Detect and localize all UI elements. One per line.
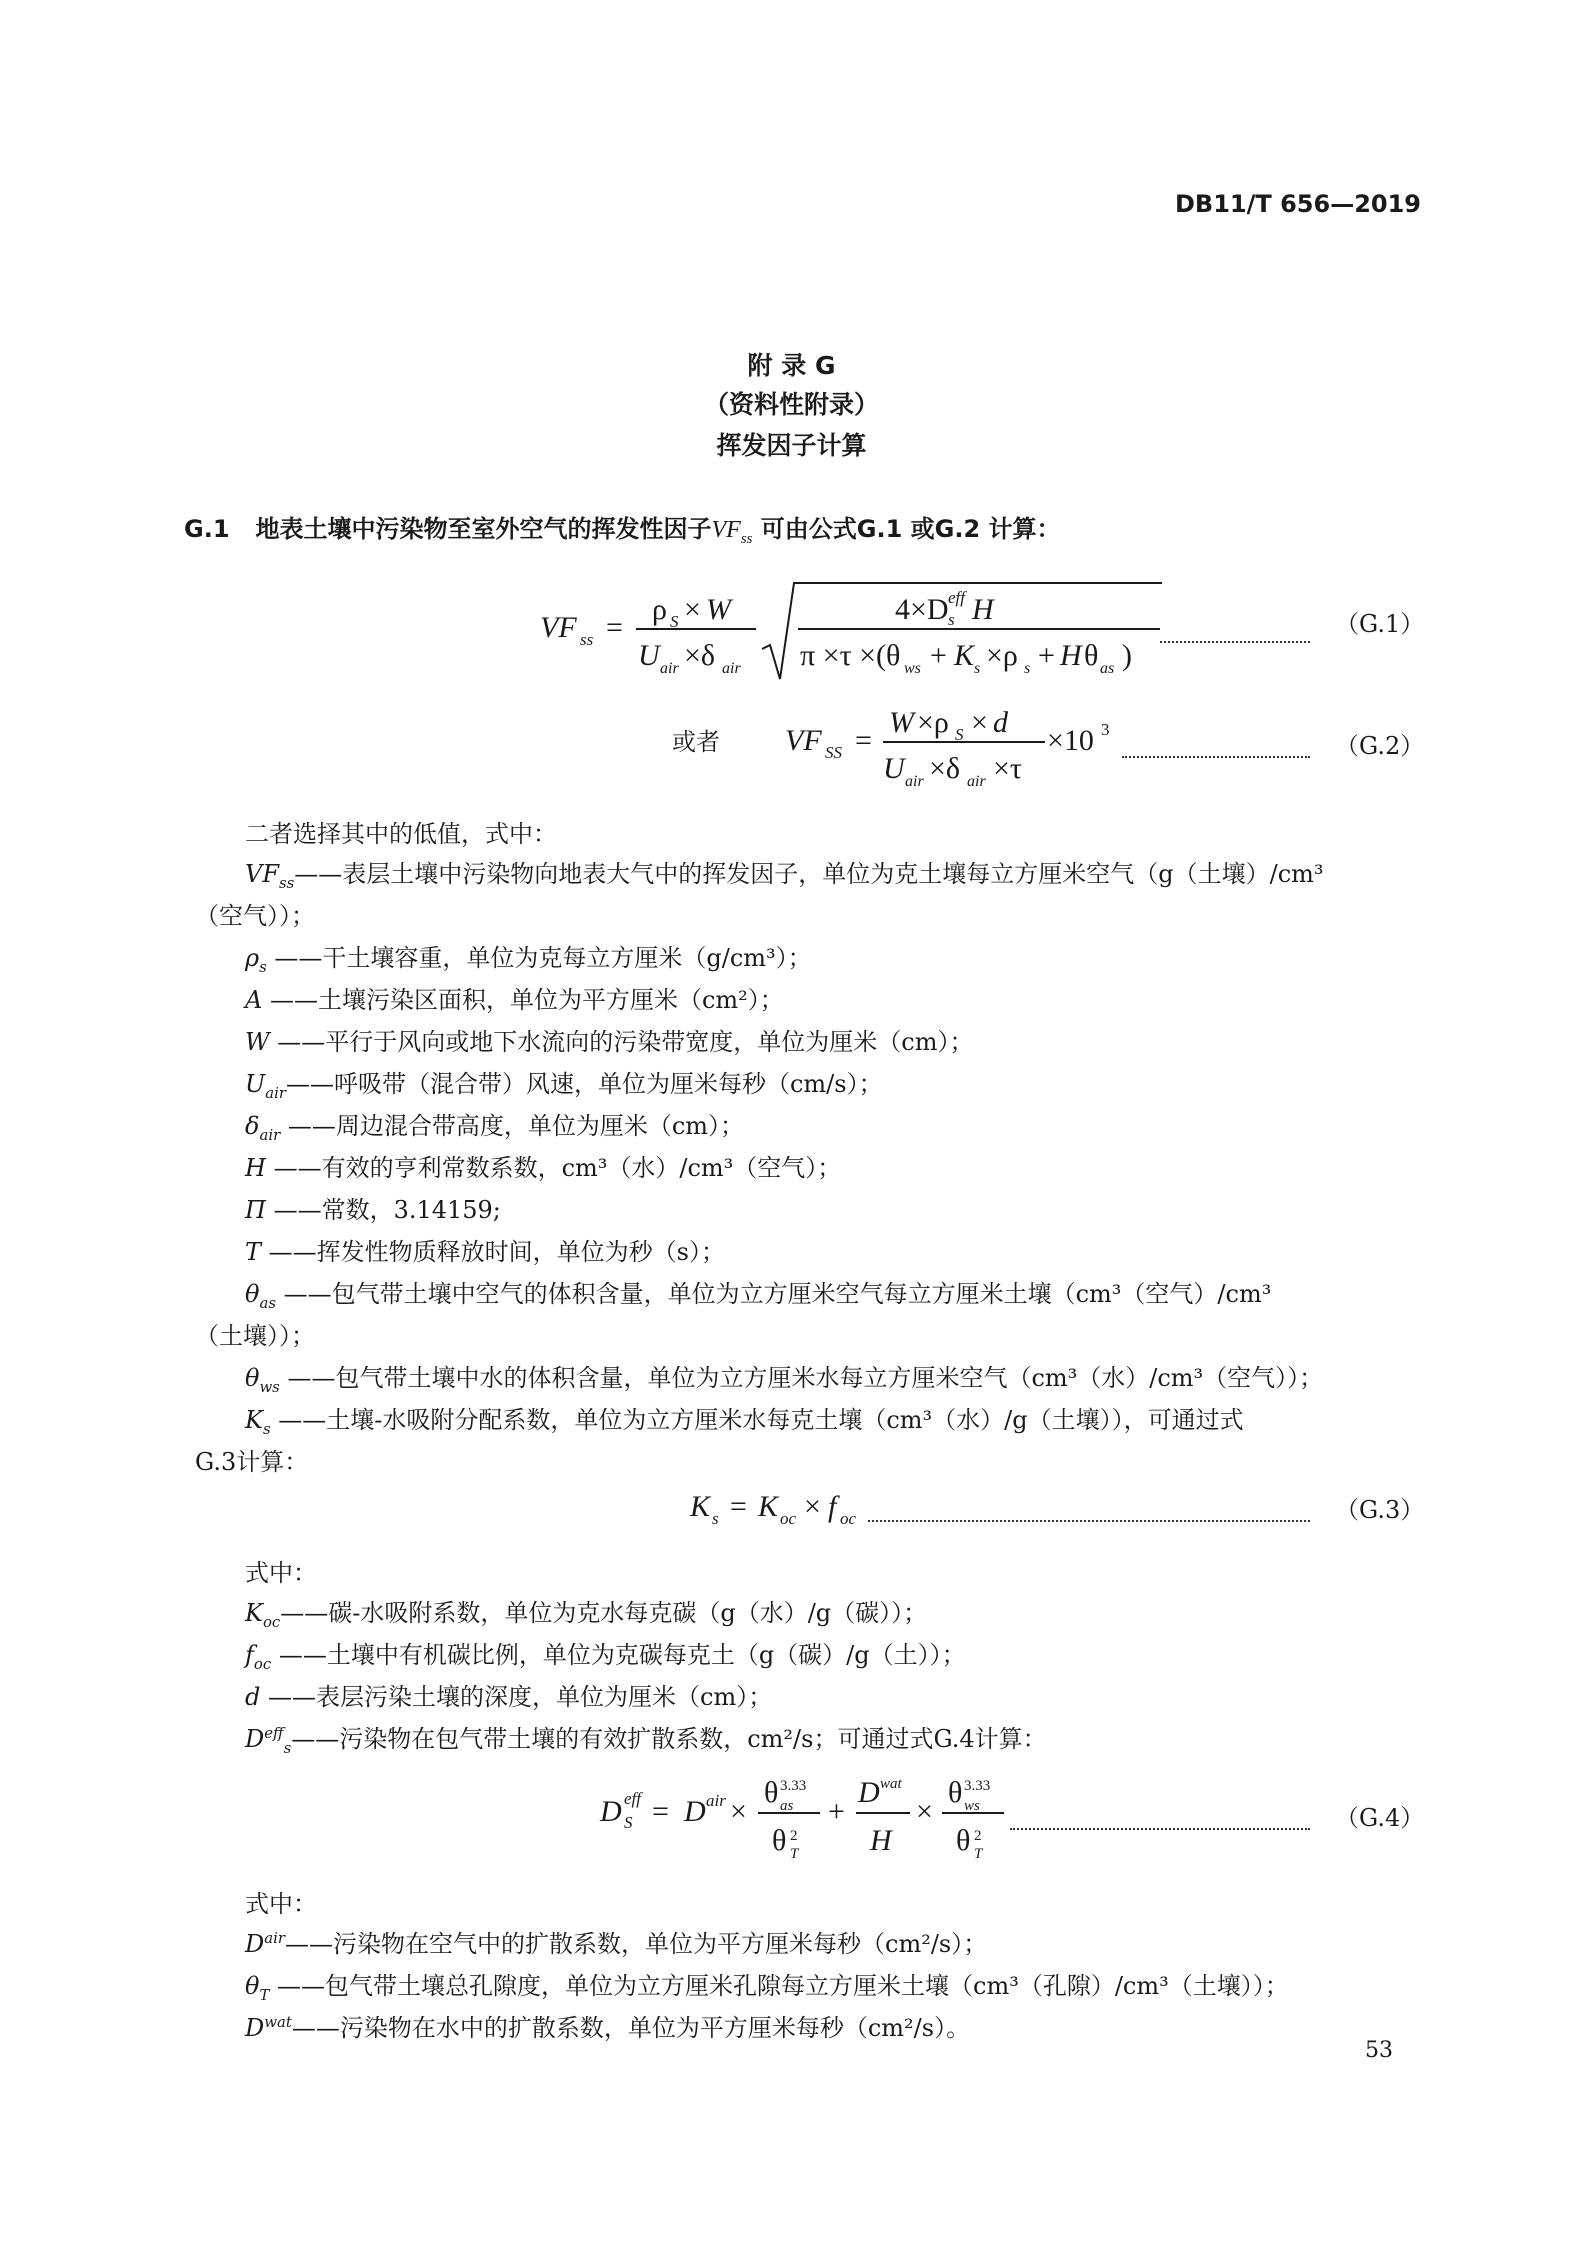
svg-text:D: D [858,1776,880,1809]
definition-item [245,854,1324,892]
definition-text: ——有效的亨利常数系数，cm³（水）/cm³（空气）； [265,1154,842,1182]
definition-symbol: d [245,1683,261,1711]
svg-text:+: + [930,639,947,672]
definition-text: ——干土壤容重，单位为克每立方厘米（g/cm³）； [266,944,812,972]
definition-item [245,1400,1244,1438]
definition-text: ——表层土壤中污染物向地表大气中的挥发因子，单位为克土壤每立方厘米空气（g（土壤）/cm³ [294,860,1324,888]
definition-item [245,1635,966,1673]
definition-symbol: $D^{eff}_s$ [245,1724,292,1757]
equation-g1-graphic [540,575,1180,685]
equation-g2-graphic [785,695,1125,790]
svg-text:wat: wat [880,1776,902,1792]
svg-text:VF: VF [785,724,822,757]
svg-text:oc: oc [780,1509,797,1528]
svg-text:D: D [600,1795,622,1828]
svg-text:θ: θ [1084,639,1099,672]
definition-item [245,1106,744,1144]
definition-text: （空气））； [195,902,315,930]
svg-text:×ρ: ×ρ [917,706,949,739]
svg-text:=: = [730,1490,747,1523]
definition-item [245,1719,1047,1757]
definition-text: ——污染物在包气带土壤的有效扩散系数，cm²/s；可通过式G.4计算： [291,1725,1047,1753]
svg-text:U: U [883,752,905,785]
definition-symbol: $\rho_s$ [245,944,267,976]
svg-text:s: s [1024,660,1031,677]
svg-text:×: × [684,593,701,626]
svg-text:θ: θ [764,1776,779,1809]
svg-text:W: W [889,706,914,739]
equation-g2 [785,695,1125,790]
svg-text:s: s [974,660,981,677]
svg-text:d: d [993,706,1008,739]
equation-g4-graphic [600,1766,1020,1866]
svg-text:×10: ×10 [1047,724,1094,757]
definition-text: ——污染物在空气中的扩散系数，单位为平方厘米每秒（cm²/s）； [285,1930,988,1958]
definition-text: ——常数，3.14159; [265,1196,501,1224]
svg-text:θ: θ [948,1776,963,1809]
definition-item [245,1022,974,1057]
definition-text: ——表层污染土壤的深度，单位为厘米（cm）； [260,1683,773,1711]
equation-g4-number: （G.4） [1335,1804,1425,1832]
svg-text:air: air [905,773,924,790]
definition-text: ——包气带土壤中水的体积含量，单位为立方厘米水每立方厘米空气（cm³（水）/cm³（空气））； [279,1364,1324,1392]
svg-text:K: K [954,639,975,672]
section-heading [184,509,1061,548]
svg-text:×: × [916,1795,933,1828]
svg-text:3.33: 3.33 [964,1778,991,1794]
appendix-subject: 挥发因子计算 [716,431,867,460]
svg-text:3: 3 [1101,720,1110,739]
svg-text:T: T [974,1846,983,1862]
svg-text:f: f [828,1490,837,1523]
definition-text: ——包气带土壤中空气的体积含量，单位为立方厘米空气每立方厘米土壤（cm³（空气）/cm³ [275,1280,1272,1308]
definition-text: ——挥发性物质释放时间，单位为秒（s）； [261,1238,725,1266]
svg-text:×ρ: ×ρ [986,639,1018,672]
svg-text:4×D: 4×D [895,593,949,626]
definition-symbol: A [245,986,263,1014]
definition-text: ——碳-水吸附系数，单位为克水每克碳（g（水）/g（碳））； [280,1599,928,1627]
svg-text:+: + [1038,639,1055,672]
definition-item [245,1924,987,1959]
equation-g3-number: （G.3） [1335,1496,1425,1524]
svg-text:s: s [712,1509,719,1528]
svg-text:=: = [855,724,872,757]
svg-text:=: = [606,611,623,644]
equation-g3 [690,1486,890,1526]
definition-symbol: $\theta_{as}$ [245,1280,276,1312]
page-number: 53 [1365,2038,1393,2063]
svg-text:VF: VF [540,611,577,644]
svg-text:oc: oc [840,1509,857,1528]
svg-text:ws: ws [904,660,921,677]
definition-symbol: $VF_{ss}$ [245,860,295,892]
section-number: G.1 [184,515,230,543]
equation-g1-leader [1160,641,1310,643]
definition-text: ——平行于风向或地下水流向的污染带宽度，单位为厘米（cm）； [269,1028,974,1056]
definition-text: ——呼吸带（混合带）风速，单位为厘米每秒（cm/s）； [285,1070,883,1098]
svg-text:as: as [780,1798,794,1814]
definition-symbol: $K_s$ [245,1406,271,1438]
section-symbol: $VF_{ss}$ [711,517,753,547]
definition-text: ——土壤-水吸附分配系数，单位为立方厘米水每克土壤（cm³（水）/g（土壤）），可通过式 [270,1406,1244,1434]
definition-text: ——土壤中有机碳比例，单位为克碳每克土（g（碳）/g（土））； [271,1641,966,1669]
svg-text:S: S [624,1813,633,1832]
svg-text:π ×τ ×(θ: π ×τ ×(θ [800,639,901,672]
where-label-2: 式中： [245,1559,317,1587]
svg-text:ss: ss [580,630,594,649]
section-text-after: 可由公式G.1 或G.2 计算： [752,515,1061,543]
svg-text:S: S [670,612,679,631]
equation-g2-prefix: 或者 [672,728,720,756]
definition-symbol: $U_{air}$ [245,1070,286,1102]
svg-text:T: T [790,1846,799,1862]
definition-item [245,980,784,1015]
svg-text:air: air [967,773,986,790]
svg-text:=: = [652,1795,669,1828]
svg-text:2: 2 [790,1828,798,1844]
equation-g4-leader [1010,1828,1310,1830]
equation-g3-leader [868,1520,1310,1522]
svg-text:ws: ws [964,1798,980,1814]
definition-text: ——土壤污染区面积，单位为平方厘米（cm²）； [262,986,784,1014]
definition-symbol: $K_{oc}$ [245,1599,281,1631]
svg-text:H: H [972,593,994,626]
definition-symbol: H [245,1154,266,1182]
svg-text:air: air [660,660,679,677]
svg-text:×: × [730,1795,747,1828]
svg-text:W: W [706,593,731,626]
svg-text:U: U [638,639,660,672]
svg-text:H: H [1060,639,1082,672]
choose-lower-text: 二者选择其中的低值，式中： [245,820,557,848]
svg-text:air: air [722,660,741,677]
svg-text:ρ: ρ [652,593,667,626]
definition-item [245,1232,725,1267]
svg-text:): ) [1122,639,1132,672]
definition-symbol: $\theta_{ws}$ [245,1364,280,1396]
svg-text:×δ: ×δ [929,752,961,785]
appendix-title: 附 录 G [747,351,836,380]
definition-item [245,2008,970,2043]
definition-item [245,1064,883,1102]
definition-item [245,1148,841,1183]
svg-text:H: H [870,1824,892,1857]
svg-text:air: air [706,1791,726,1810]
definition-item [245,1358,1323,1396]
definition-symbol: $D^{wat}$ [245,2013,292,2042]
definition-symbol: $\theta_T$ [245,1972,270,2004]
definition-item [245,1190,501,1225]
equation-g4 [600,1766,1020,1866]
definition-item [195,1442,308,1477]
svg-text:D: D [684,1795,706,1828]
svg-text:θ: θ [956,1824,971,1857]
svg-text:2: 2 [974,1828,982,1844]
svg-text:K: K [690,1490,711,1523]
section-text-before: 地表土壤中污染物至室外空气的挥发性因子 [255,515,712,543]
svg-text:×: × [971,706,988,739]
equation-g1 [540,575,1180,685]
definition-item [245,938,812,976]
definition-item [195,1316,315,1351]
where-label-3: 式中： [245,1890,317,1918]
definition-text: ——包气带土壤总孔隙度，单位为立方厘米孔隙每立方厘米土壤（cm³（孔隙）/cm³（土壤））； [269,1972,1289,2000]
svg-text:S: S [955,725,964,744]
definition-symbol: W [245,1028,270,1056]
definition-symbol: $D^{air}$ [245,1929,285,1958]
definition-text: ——污染物在水中的扩散系数，单位为平方厘米每秒（cm²/s）。 [291,2014,971,2042]
definition-item [245,1274,1271,1312]
definition-item [245,1593,927,1631]
svg-text:+: + [828,1795,845,1828]
equation-g2-leader [1122,756,1310,758]
equation-g2-number: （G.2） [1335,732,1425,760]
equation-g3-graphic [690,1486,890,1526]
definition-item [245,1677,772,1712]
svg-text:3.33: 3.33 [780,1778,807,1794]
definition-text: ——周边混合带高度，单位为厘米（cm）； [280,1112,745,1140]
definition-symbol: $\delta_{air}$ [245,1112,281,1144]
svg-text:θ: θ [772,1824,787,1857]
definition-text: （土壤））； [195,1322,315,1350]
definition-item [245,1966,1289,2004]
definition-symbol: T [245,1238,262,1266]
definition-item [195,896,315,931]
svg-text:eff: eff [948,588,965,607]
svg-text:×τ: ×τ [993,752,1022,785]
equation-g1-number: （G.1） [1335,610,1425,638]
svg-text:s: s [948,610,955,629]
definition-symbol: Π [245,1196,266,1224]
svg-text:×: × [804,1490,821,1523]
definition-symbol: $f_{oc}$ [245,1641,272,1673]
document-code: DB11/T 656—2019 [1175,190,1421,218]
svg-text:SS: SS [825,743,842,762]
svg-text:eff: eff [624,1789,641,1808]
svg-text:×δ: ×δ [684,639,716,672]
appendix-type: （资料性附录） [703,390,879,419]
svg-text:K: K [758,1490,779,1523]
definition-text: G.3计算： [195,1448,309,1476]
svg-text:as: as [1100,660,1115,677]
